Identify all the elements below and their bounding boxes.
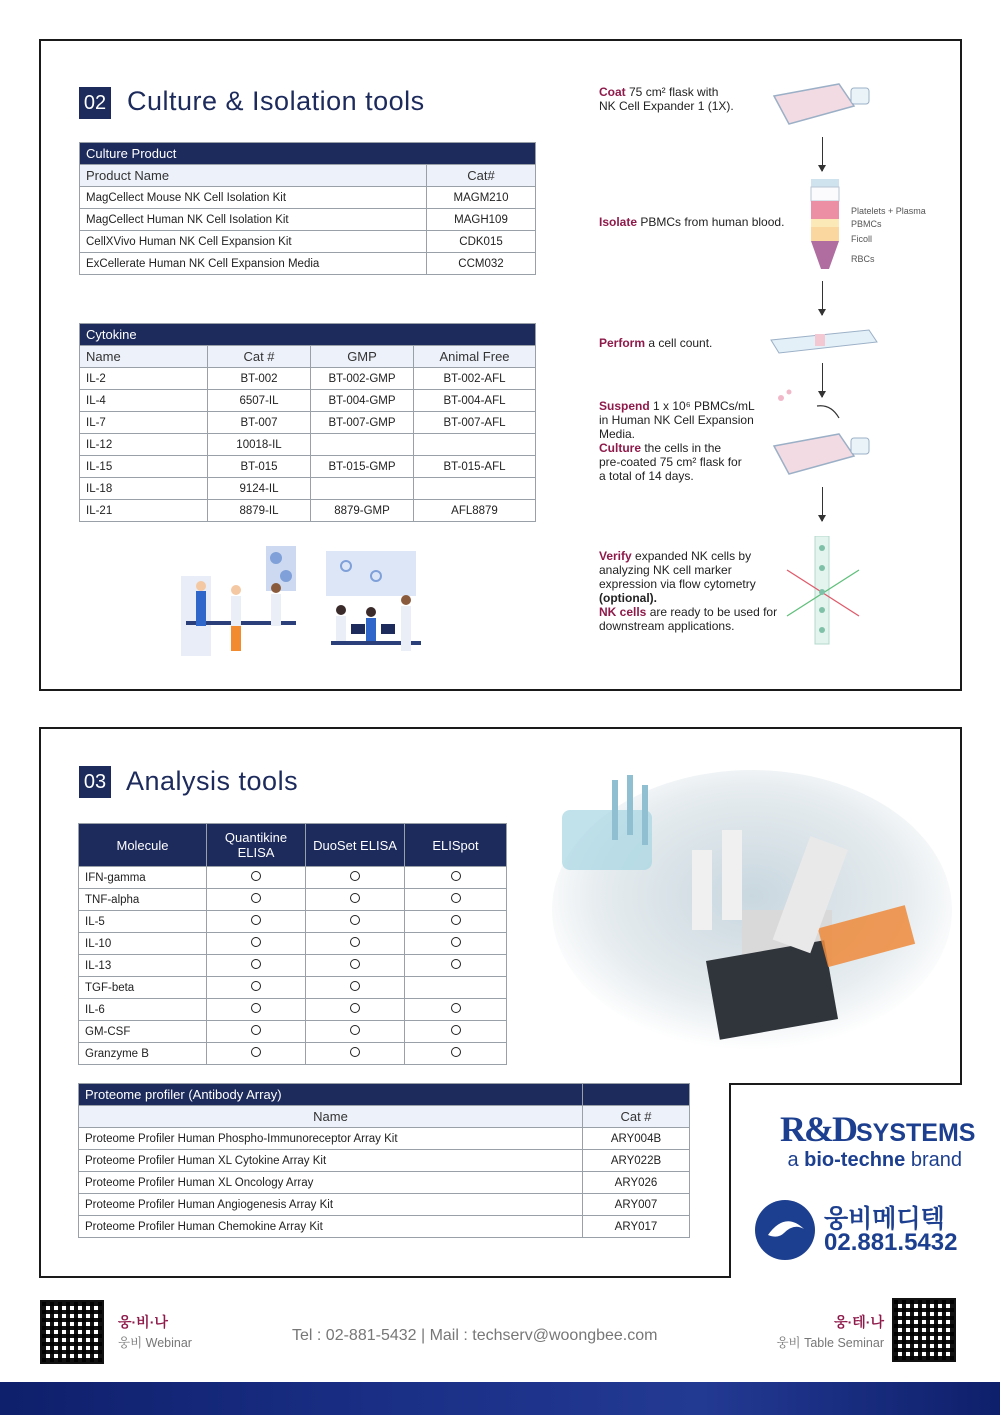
availability-cell [207, 977, 306, 999]
availability-cell [306, 933, 405, 955]
cat-number: ARY007 [583, 1194, 690, 1216]
step-keyword: Verify [599, 549, 632, 563]
culture-isolation-panel [39, 39, 962, 691]
molecule-name: IFN-gamma [79, 867, 207, 889]
rd-systems-logo [780, 1108, 976, 1150]
col-header: ELISpot [405, 824, 507, 867]
availability-cell [207, 889, 306, 911]
step-text: in Human NK Cell Expansion [599, 413, 754, 427]
col-header: Name [79, 1106, 583, 1128]
table-row [80, 434, 536, 456]
seminar-qr-code[interactable] [892, 1298, 956, 1362]
step-text: NK Cell Expander 1 (1X). [599, 99, 734, 113]
cat-number: MAGM210 [427, 187, 536, 209]
availability-cell [207, 867, 306, 889]
product-name: ExCellerate Human NK Cell Expansion Media [80, 253, 427, 275]
col-header: GMP [311, 346, 414, 368]
molecule-name: IL-5 [79, 911, 207, 933]
animal-free: BT-007-AFL [414, 412, 536, 434]
table-row [80, 231, 536, 253]
biotechne-tagline [780, 1149, 962, 1172]
available-circle-icon [350, 893, 360, 903]
table-row [79, 1216, 690, 1238]
col-header: Molecule [79, 824, 207, 867]
col-header: Product Name [80, 165, 427, 187]
col-header: Name [80, 346, 208, 368]
seminar-title: 웅·테·나 [834, 1314, 884, 1330]
table-row [80, 187, 536, 209]
step-text: 75 cm² flask with [625, 85, 719, 99]
flow-arrow [822, 281, 823, 315]
cytokine-name: IL-21 [80, 500, 208, 522]
step-keyword: Perform [599, 336, 646, 350]
availability-cell [207, 1043, 306, 1065]
animal-free [414, 478, 536, 500]
tagline-text: a [787, 1149, 805, 1171]
table-title: Proteome profiler (Antibody Array) [79, 1084, 583, 1106]
table-row [79, 1150, 690, 1172]
availability-cell [405, 1043, 507, 1065]
gmp: BT-007-GMP [311, 412, 414, 434]
step-text: downstream applications. [599, 619, 735, 633]
table-row [79, 911, 507, 933]
step-text: expanded NK cells by [631, 549, 752, 563]
step-text: analyzing NK cell marker [599, 563, 732, 577]
cat-number: 10018-IL [208, 434, 311, 456]
step-keyword: Isolate [599, 215, 638, 229]
availability-cell [306, 977, 405, 999]
step-text: 1 x 10⁶ PBMCs/mL [649, 399, 755, 413]
step-text: expression via flow cytometry [599, 577, 756, 591]
available-circle-icon [350, 1025, 360, 1035]
cat-number: 8879-IL [208, 500, 311, 522]
molecule-name: IL-13 [79, 955, 207, 977]
table-row [79, 1172, 690, 1194]
flask-icon [769, 76, 879, 131]
product-name: Proteome Profiler Human Angiogenesis Array Kit [79, 1194, 583, 1216]
culture-product-table [79, 142, 536, 275]
analysis-table-body [79, 867, 507, 1065]
webinar-title: 웅·비·나 [118, 1314, 168, 1330]
col-header: Cat # [583, 1106, 690, 1128]
availability-cell [207, 1021, 306, 1043]
table-row [79, 1128, 690, 1150]
step-keyword: Suspend [599, 399, 650, 413]
gmp: BT-002-GMP [311, 368, 414, 390]
availability-cell [306, 955, 405, 977]
availability-cell [306, 911, 405, 933]
available-circle-icon [251, 915, 261, 925]
footer-band [0, 1382, 1000, 1415]
table-row [80, 390, 536, 412]
table-title: Cytokine [80, 324, 536, 346]
gmp: BT-004-GMP [311, 390, 414, 412]
table-row [79, 867, 507, 889]
logo-systems: SYSTEMS [855, 1119, 976, 1147]
available-circle-icon [451, 959, 461, 969]
availability-cell [405, 1021, 507, 1043]
step-keyword: Coat [599, 85, 626, 99]
contact-info: Tel : 02-881-5432 | Mail : techserv@woongbee.com [292, 1327, 658, 1344]
step-text: a cell count. [645, 336, 713, 350]
molecule-name: TNF-alpha [79, 889, 207, 911]
cat-number: BT-007 [208, 412, 311, 434]
table-title: Culture Product [80, 143, 536, 165]
step-isolate [599, 215, 784, 229]
woongbee-logo-icon [754, 1199, 816, 1261]
step-coat [599, 85, 734, 113]
product-name: Proteome Profiler Human Phospho-Immunoreceptor Array Kit [79, 1128, 583, 1150]
availability-cell [207, 911, 306, 933]
product-name: Proteome Profiler Human XL Cytokine Array Kit [79, 1150, 583, 1172]
animal-free: BT-002-AFL [414, 368, 536, 390]
available-circle-icon [350, 915, 360, 925]
available-circle-icon [451, 937, 461, 947]
cytokine-name: IL-12 [80, 434, 208, 456]
flow-cytometry-icon [783, 536, 863, 646]
tagline-text: brand [905, 1149, 962, 1171]
availability-cell [405, 999, 507, 1021]
col-header: Cat # [208, 346, 311, 368]
available-circle-icon [350, 1003, 360, 1013]
cytokine-name: IL-7 [80, 412, 208, 434]
lab-pipette-photo [552, 770, 952, 1055]
cytokine-name: IL-15 [80, 456, 208, 478]
product-name: CellXVivo Human NK Cell Expansion Kit [80, 231, 427, 253]
availability-cell [405, 933, 507, 955]
available-circle-icon [350, 1047, 360, 1057]
cat-number: BT-002 [208, 368, 311, 390]
centrifuge-tube-icon [807, 179, 843, 271]
cat-number: BT-015 [208, 456, 311, 478]
gmp: BT-015-GMP [311, 456, 414, 478]
cytokine-name: IL-18 [80, 478, 208, 500]
step-perform [599, 336, 712, 350]
animal-free: BT-015-AFL [414, 456, 536, 478]
product-name: Proteome Profiler Human Chemokine Array Kit [79, 1216, 583, 1238]
flow-arrow [822, 487, 823, 521]
available-circle-icon [451, 1003, 461, 1013]
availability-cell [306, 999, 405, 1021]
tube-label-ficoll: Ficoll [851, 234, 873, 244]
col-header: Cat# [427, 165, 536, 187]
analysis-table [78, 823, 507, 1065]
table-row [79, 1021, 507, 1043]
table-row [80, 500, 536, 522]
gmp: 8879-GMP [311, 500, 414, 522]
molecule-name: IL-10 [79, 933, 207, 955]
product-name: Proteome Profiler Human XL Oncology Array [79, 1172, 583, 1194]
proteome-table [78, 1083, 690, 1238]
webinar-qr-code[interactable] [40, 1300, 104, 1364]
col-header: DuoSet ELISA [306, 824, 405, 867]
step-text: the cells in the [641, 441, 722, 455]
table-row [80, 253, 536, 275]
gmp [311, 434, 414, 456]
step-keyword: NK cells [599, 605, 647, 619]
logo-rd: R&D [780, 1109, 856, 1149]
available-circle-icon [451, 915, 461, 925]
availability-cell [306, 889, 405, 911]
molecule-name: IL-6 [79, 999, 207, 1021]
step-suspend [599, 399, 755, 483]
availability-cell [306, 867, 405, 889]
cytokine-table [79, 323, 536, 522]
cat-number: CDK015 [427, 231, 536, 253]
availability-cell [306, 1043, 405, 1065]
table-row [79, 977, 507, 999]
company-name: 웅비메디텍 [824, 1205, 945, 1233]
section-number: 03 [79, 766, 111, 798]
available-circle-icon [350, 981, 360, 991]
slide-icon [769, 326, 879, 356]
availability-cell [405, 977, 507, 999]
tube-label-rbcs: RBCs [851, 254, 875, 264]
table-row [79, 933, 507, 955]
table-row [79, 999, 507, 1021]
available-circle-icon [350, 937, 360, 947]
seminar-subtitle: 웅비 Table Seminar [776, 1336, 884, 1350]
cytokine-name: IL-2 [80, 368, 208, 390]
availability-cell [405, 955, 507, 977]
cat-number: 6507-IL [208, 390, 311, 412]
product-name: MagCellect Human NK Cell Isolation Kit [80, 209, 427, 231]
availability-cell [207, 933, 306, 955]
step-keyword: Culture [599, 441, 641, 455]
cat-number: CCM032 [427, 253, 536, 275]
section-number: 02 [79, 87, 111, 119]
table-row [79, 889, 507, 911]
step-text: (optional). [599, 591, 657, 605]
table-row [80, 456, 536, 478]
section-title: Analysis tools [126, 766, 299, 796]
tagline-biotechne: bio-techne [804, 1149, 906, 1171]
table-row [80, 478, 536, 500]
cat-number: ARY022B [583, 1150, 690, 1172]
available-circle-icon [350, 871, 360, 881]
table-row [80, 368, 536, 390]
col-header: Quantikine ELISA [207, 824, 306, 867]
table-row [79, 955, 507, 977]
tube-label-pbmcs: PBMCs [851, 219, 882, 229]
step-text: PBMCs from human blood. [637, 215, 785, 229]
cat-number: 9124-IL [208, 478, 311, 500]
product-name: MagCellect Mouse NK Cell Isolation Kit [80, 187, 427, 209]
available-circle-icon [251, 1047, 261, 1057]
step-text: Media. [599, 427, 636, 441]
availability-cell [207, 955, 306, 977]
animal-free: BT-004-AFL [414, 390, 536, 412]
col-header: Animal Free [414, 346, 536, 368]
flow-arrow [822, 137, 823, 171]
cytokine-name: IL-4 [80, 390, 208, 412]
available-circle-icon [251, 981, 261, 991]
cat-number: ARY004B [583, 1128, 690, 1150]
available-circle-icon [251, 1003, 261, 1013]
animal-free: AFL8879 [414, 500, 536, 522]
available-circle-icon [251, 893, 261, 903]
available-circle-icon [451, 893, 461, 903]
availability-cell [405, 889, 507, 911]
available-circle-icon [251, 1025, 261, 1035]
gmp [311, 478, 414, 500]
flask-icon [769, 386, 879, 481]
available-circle-icon [451, 1025, 461, 1035]
step-text: a total of 14 days. [599, 469, 694, 483]
step-text: pre-coated 75 cm² flask for [599, 455, 742, 469]
animal-free [414, 434, 536, 456]
molecule-name: TGF-beta [79, 977, 207, 999]
tube-label-plasma: Platelets + Plasma [851, 206, 926, 216]
cat-number: MAGH109 [427, 209, 536, 231]
lab-scientists-illustration [176, 546, 436, 666]
available-circle-icon [251, 871, 261, 881]
availability-cell [405, 867, 507, 889]
step-verify [599, 549, 777, 633]
panel-border-fix [731, 1276, 962, 1280]
company-phone: 02.881.5432 [824, 1229, 958, 1256]
table-row [79, 1043, 507, 1065]
molecule-name: Granzyme B [79, 1043, 207, 1065]
available-circle-icon [350, 959, 360, 969]
molecule-name: GM-CSF [79, 1021, 207, 1043]
table-row [80, 412, 536, 434]
availability-cell [207, 999, 306, 1021]
cat-number: ARY026 [583, 1172, 690, 1194]
step-text: are ready to be used for [646, 605, 778, 619]
availability-cell [405, 911, 507, 933]
available-circle-icon [451, 871, 461, 881]
table-row [79, 1194, 690, 1216]
availability-cell [306, 1021, 405, 1043]
available-circle-icon [451, 1047, 461, 1057]
table-row [80, 209, 536, 231]
webinar-subtitle: 웅비 Webinar [118, 1336, 192, 1350]
cat-number: ARY017 [583, 1216, 690, 1238]
available-circle-icon [251, 937, 261, 947]
available-circle-icon [251, 959, 261, 969]
table-title-blank [583, 1084, 690, 1106]
section-title: Culture & Isolation tools [127, 86, 425, 116]
